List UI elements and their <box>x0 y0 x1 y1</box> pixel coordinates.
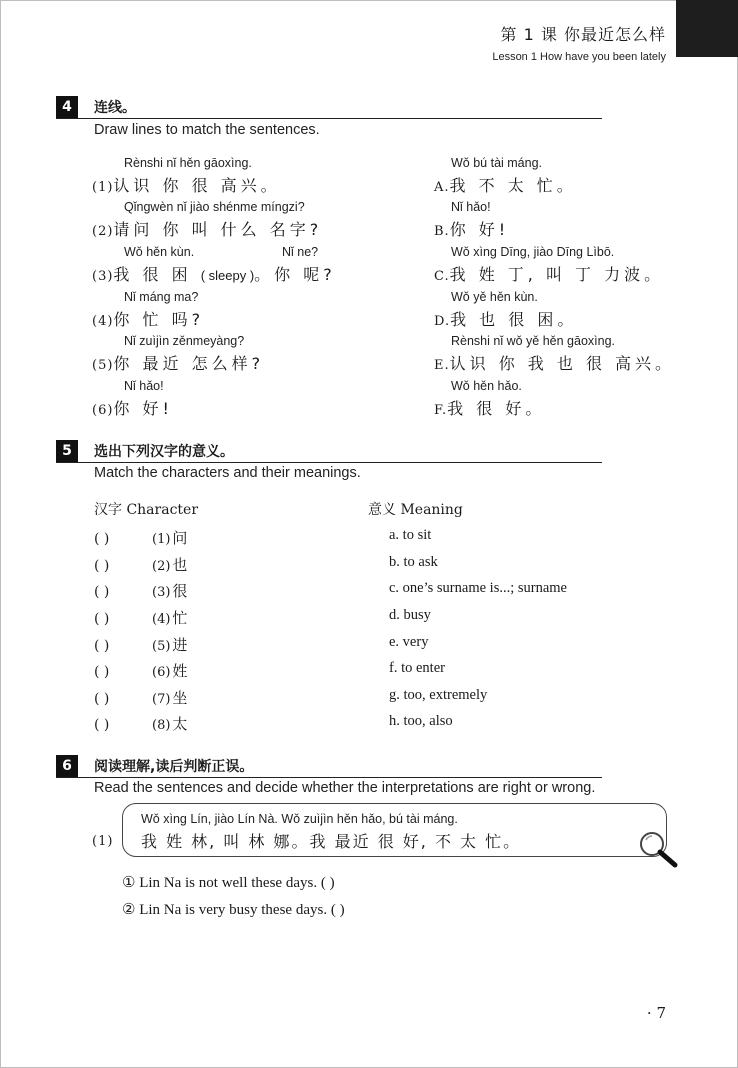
meaning-option: h. too, also <box>389 713 453 729</box>
column-header-character: 汉字 Character <box>94 502 199 518</box>
running-header <box>492 22 666 63</box>
pinyin-line: Wǒ hěn hǎo. <box>451 379 522 393</box>
question-1: ① Lin Na is not well these days. ( ) <box>122 875 335 891</box>
section-number: 5 <box>56 440 78 462</box>
sentence-left: (1)认识 你 很 高兴。 <box>92 176 281 195</box>
question-2: ② Lin Na is very busy these days. ( ) <box>122 902 345 918</box>
pinyin-line: Wǒ bú tài máng. <box>451 156 543 170</box>
reading-text: 我 姓 林, 叫 林 娜。我 最近 很 好, 不 太 忙。 <box>141 832 522 851</box>
sentence-right: D.我 也 很 困。 <box>434 310 578 329</box>
section-6-header <box>56 755 602 778</box>
pinyin-line: Wǒ yě hěn kùn. <box>451 290 538 304</box>
corner-tab <box>676 0 738 57</box>
meaning-option: b. to ask <box>389 554 438 570</box>
reading-pinyin: Wǒ xìng Lín, jiào Lín Nà. Wǒ zuìjìn hěn hǎo, bú tài máng. <box>141 812 458 826</box>
character-row: ( ) (5) 进 <box>94 636 188 654</box>
sentence-left: (5)你 最近 怎么样? <box>92 354 265 373</box>
section-subtitle: Draw lines to match the sentences. <box>94 122 320 138</box>
pinyin-line: Rènshi nǐ hěn gāoxìng. <box>124 156 252 170</box>
header-title-cn: 第 1 课 你最近怎么样 <box>500 25 666 44</box>
section-subtitle: Match the characters and their meanings. <box>94 465 361 481</box>
meaning-option: f. to enter <box>389 660 445 676</box>
pinyin-line: Wǒ hěn kùn. <box>124 245 195 259</box>
sentence-right: A.我 不 太 忙。 <box>434 176 577 195</box>
pinyin-line: Nǐ hǎo! <box>124 379 164 393</box>
magnifier-icon <box>638 830 682 870</box>
reading-item-index: (1) <box>92 834 114 849</box>
sentence-right: C.我 姓 丁, 叫 丁 力波。 <box>434 265 665 284</box>
column-header-meaning: 意义 Meaning <box>368 502 463 518</box>
section-title: 连线。 <box>94 100 136 116</box>
sentence-right: F.我 很 好。 <box>434 399 546 418</box>
sentence-right: E.认识 你 我 也 很 高兴。 <box>434 354 676 373</box>
meaning-option: g. too, extremely <box>389 687 488 703</box>
section-title: 选出下列汉字的意义。 <box>94 444 234 460</box>
header-title-en: Lesson 1 How have you been lately <box>492 51 666 63</box>
pinyin-line: Qǐngwèn nǐ jiào shénme míngzi? <box>124 200 305 214</box>
section-4-header <box>56 96 602 119</box>
character-row: ( ) (3) 很 <box>94 582 188 600</box>
pinyin-line: Wǒ xìng Dīng, jiào Dīng Lìbō. <box>451 245 615 259</box>
sentence-left: (2)请问 你 叫 什么 名字? <box>92 220 323 239</box>
sentence-left: (4)你 忙 吗? <box>92 310 205 329</box>
character-row: ( ) (2) 也 <box>94 556 188 574</box>
section-title: 阅读理解,读后判断正误。 <box>94 759 254 775</box>
pinyin-line: Nǐ máng ma? <box>124 290 199 304</box>
character-row: ( ) (1) 问 <box>94 529 188 547</box>
meaning-option: e. very <box>389 634 429 650</box>
pinyin-line: Nǐ hǎo! <box>451 200 491 214</box>
meaning-option: d. busy <box>389 607 431 623</box>
character-row: ( ) (4) 忙 <box>94 609 188 627</box>
character-row: ( ) (8) 太 <box>94 715 188 733</box>
sentence-left: (6)你 好! <box>92 399 173 418</box>
character-row: ( ) (6) 姓 <box>94 662 188 680</box>
character-row: ( ) (7) 坐 <box>94 689 188 707</box>
sentence-right: B.你 好! <box>434 220 510 239</box>
section-number: 6 <box>56 755 78 777</box>
pinyin-line: Rènshi nǐ wǒ yě hěn gāoxìng. <box>451 334 615 348</box>
meaning-option: c. one’s surname is...; surname <box>389 580 567 596</box>
pinyin-line: Nǐ zuìjìn zěnmeyàng? <box>124 334 245 348</box>
section-subtitle: Read the sentences and decide whether the interpretations are right or wrong. <box>94 780 596 796</box>
sentence-left: (3)我 很 困 ( sleepy )。你 呢? <box>92 265 336 284</box>
section-number: 4 <box>56 96 78 118</box>
section-5-header <box>56 440 602 463</box>
pinyin-line: Nǐ ne? <box>282 245 319 259</box>
meaning-option: a. to sit <box>389 527 432 543</box>
page-number: · 7 <box>646 1004 666 1022</box>
